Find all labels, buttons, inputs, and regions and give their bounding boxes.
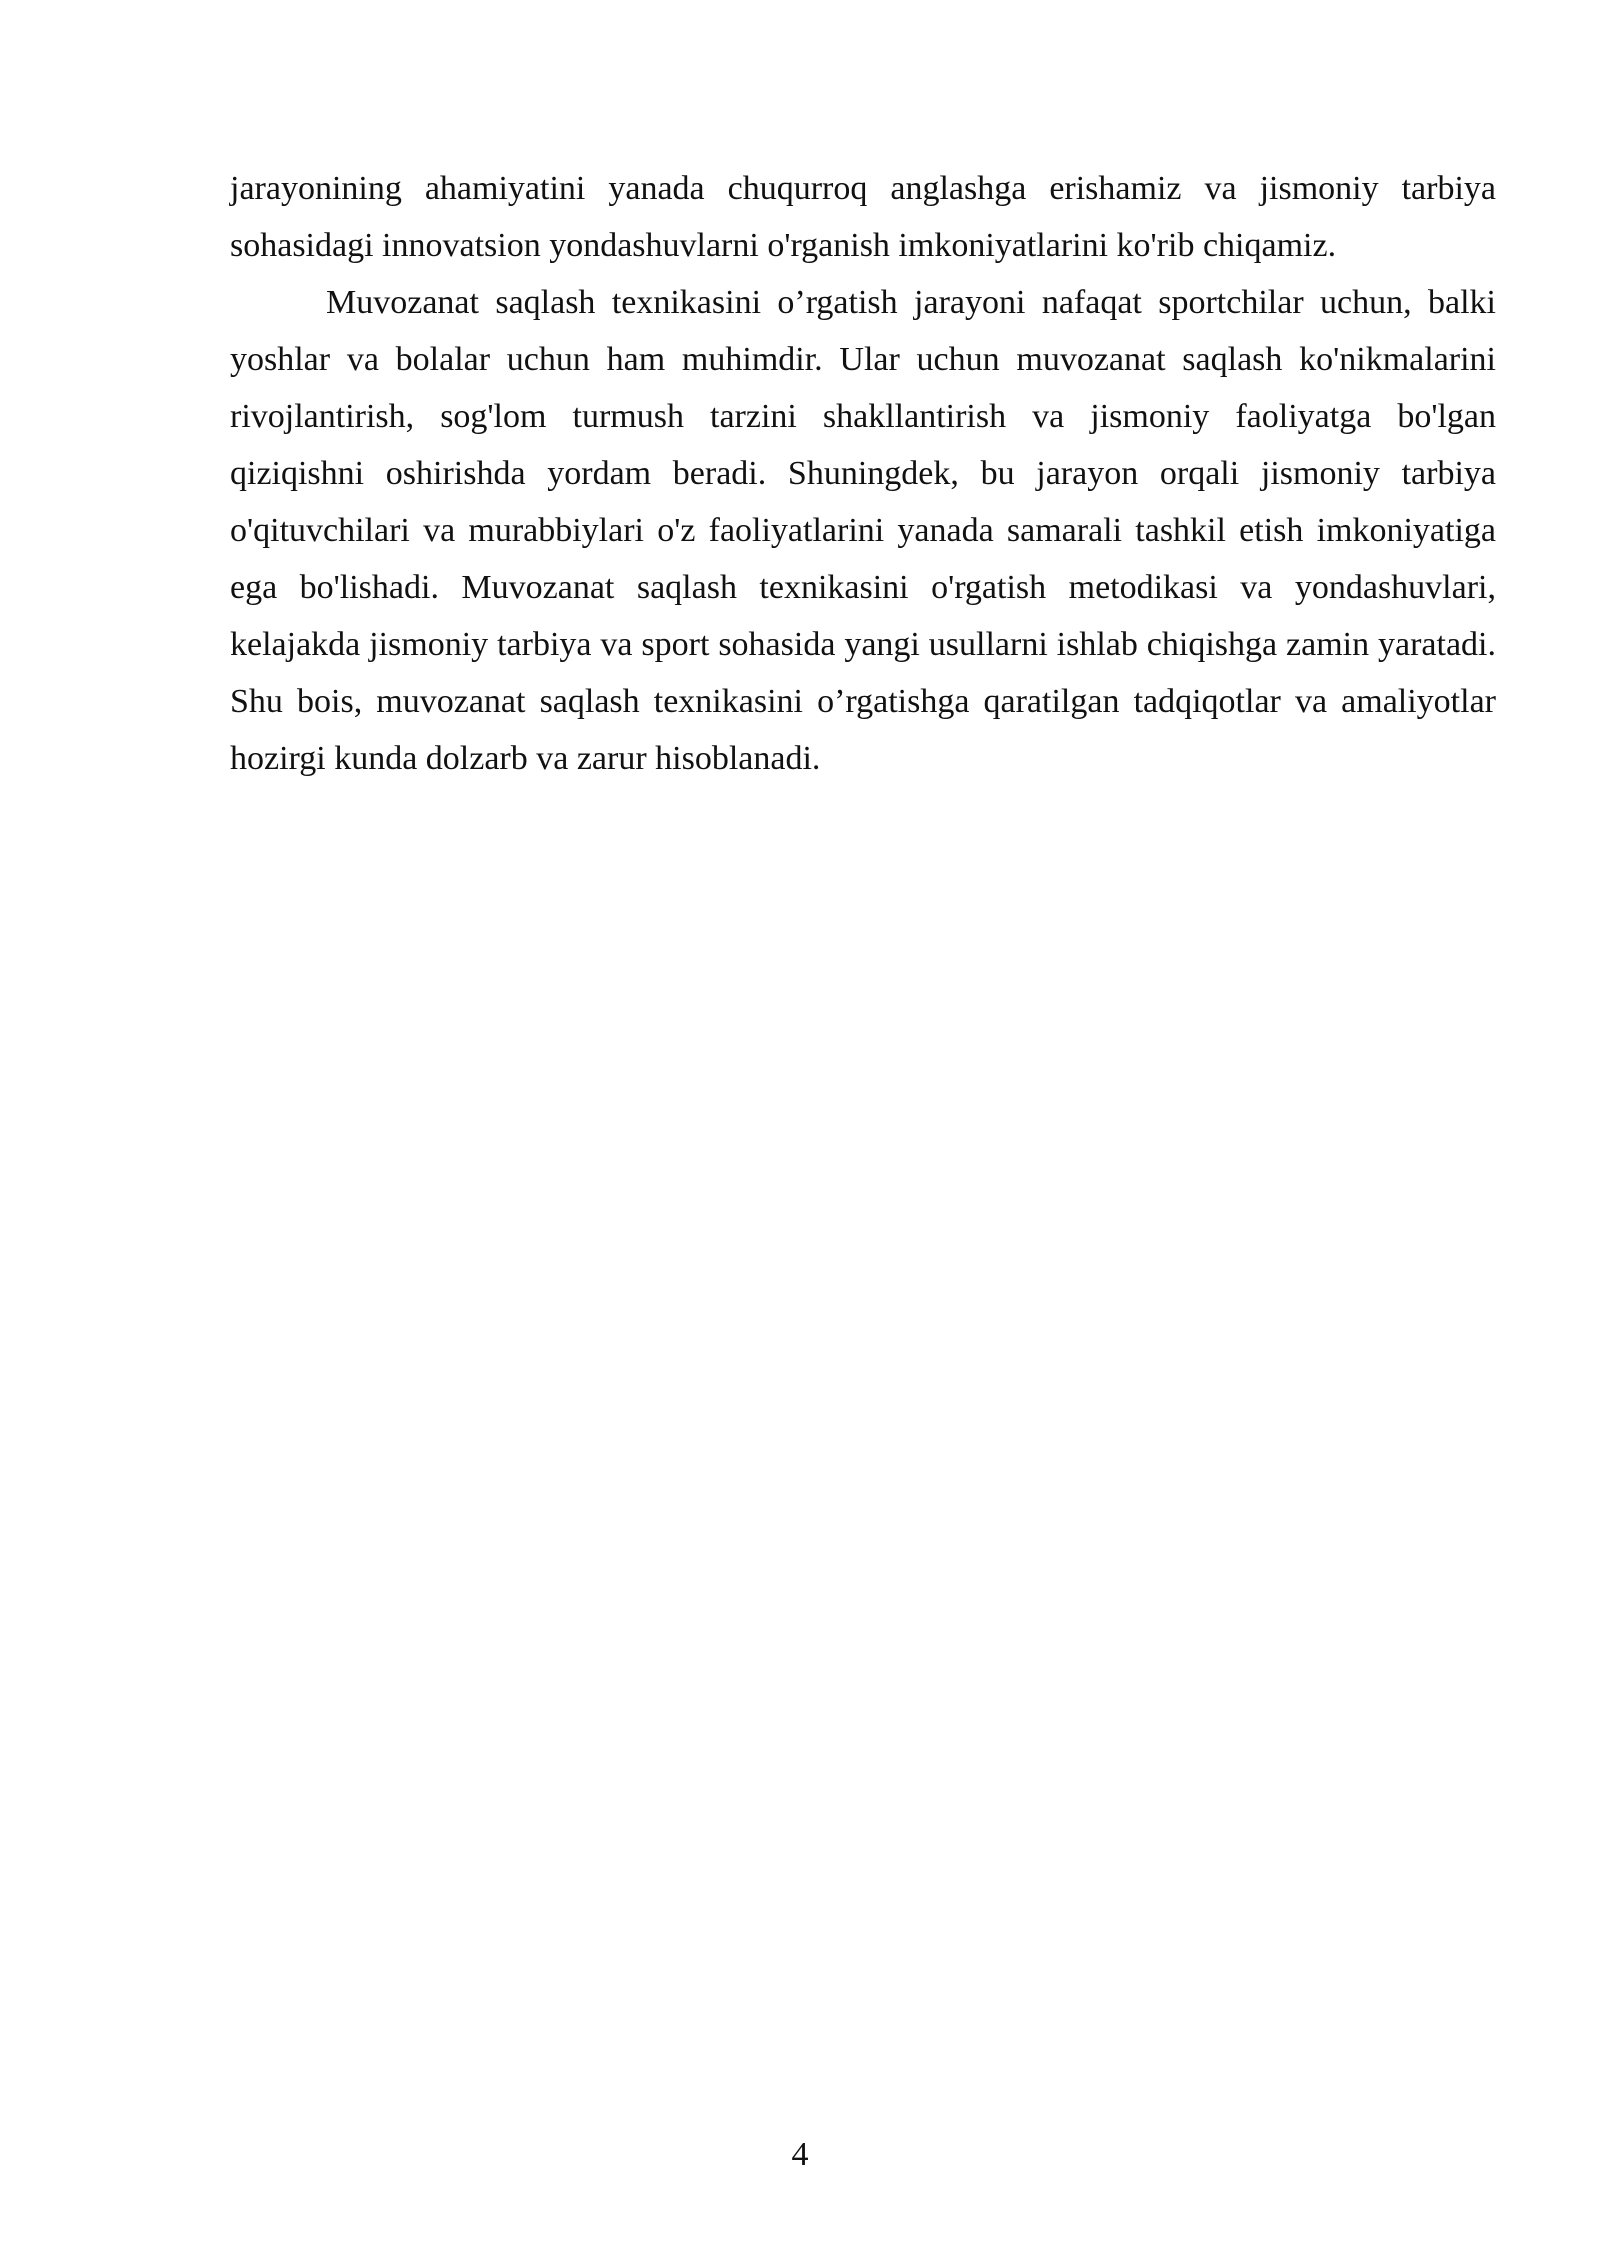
body-text — [230, 160, 1496, 787]
paragraph-balance-training: Muvozanat saqlash texnikasini o’rgatish jarayoni nafaqat sportchilar uchun, balki yoshlar va bolalar uchun ham muhimdir. Ular uchun muvozanat saqlash ko'nikmalarini rivojlantirish, sog'lom turmush tarzini shakllantirish va jismoniy faoliyatga bo'lgan qiziqishni oshirishda yordam beradi. Shuningdek, bu jarayon orqali jismoniy tarbiya o'qituvchilari va murabbiylari o'z faoliyatlarini yanada samarali tashkil etish imkoniyatiga ega bo'lishadi. Muvozanat saqlash texnikasini o'rgatish metodikasi va yondashuvlari, kelajakda jismoniy tarbiya va sport sohasida yangi usullarni ishlab chiqishga zamin yaratadi. Shu bois, muvozanat saqlash texnikasini o’rgatishga qaratilgan tadqiqotlar va amaliyotlar hozirgi kunda dolzarb va zarur hisoblanadi. — [230, 284, 1496, 777]
paragraph-continuation: jarayonining ahamiyatini yanada chuqurroq anglashga erishamiz va jismoniy tarbiya sohasidagi innovatsion yondashuvlarni o'rganish imkoniyatlarini ko'rib chiqamiz. — [230, 170, 1496, 264]
page-number: 4 — [791, 2136, 809, 2173]
